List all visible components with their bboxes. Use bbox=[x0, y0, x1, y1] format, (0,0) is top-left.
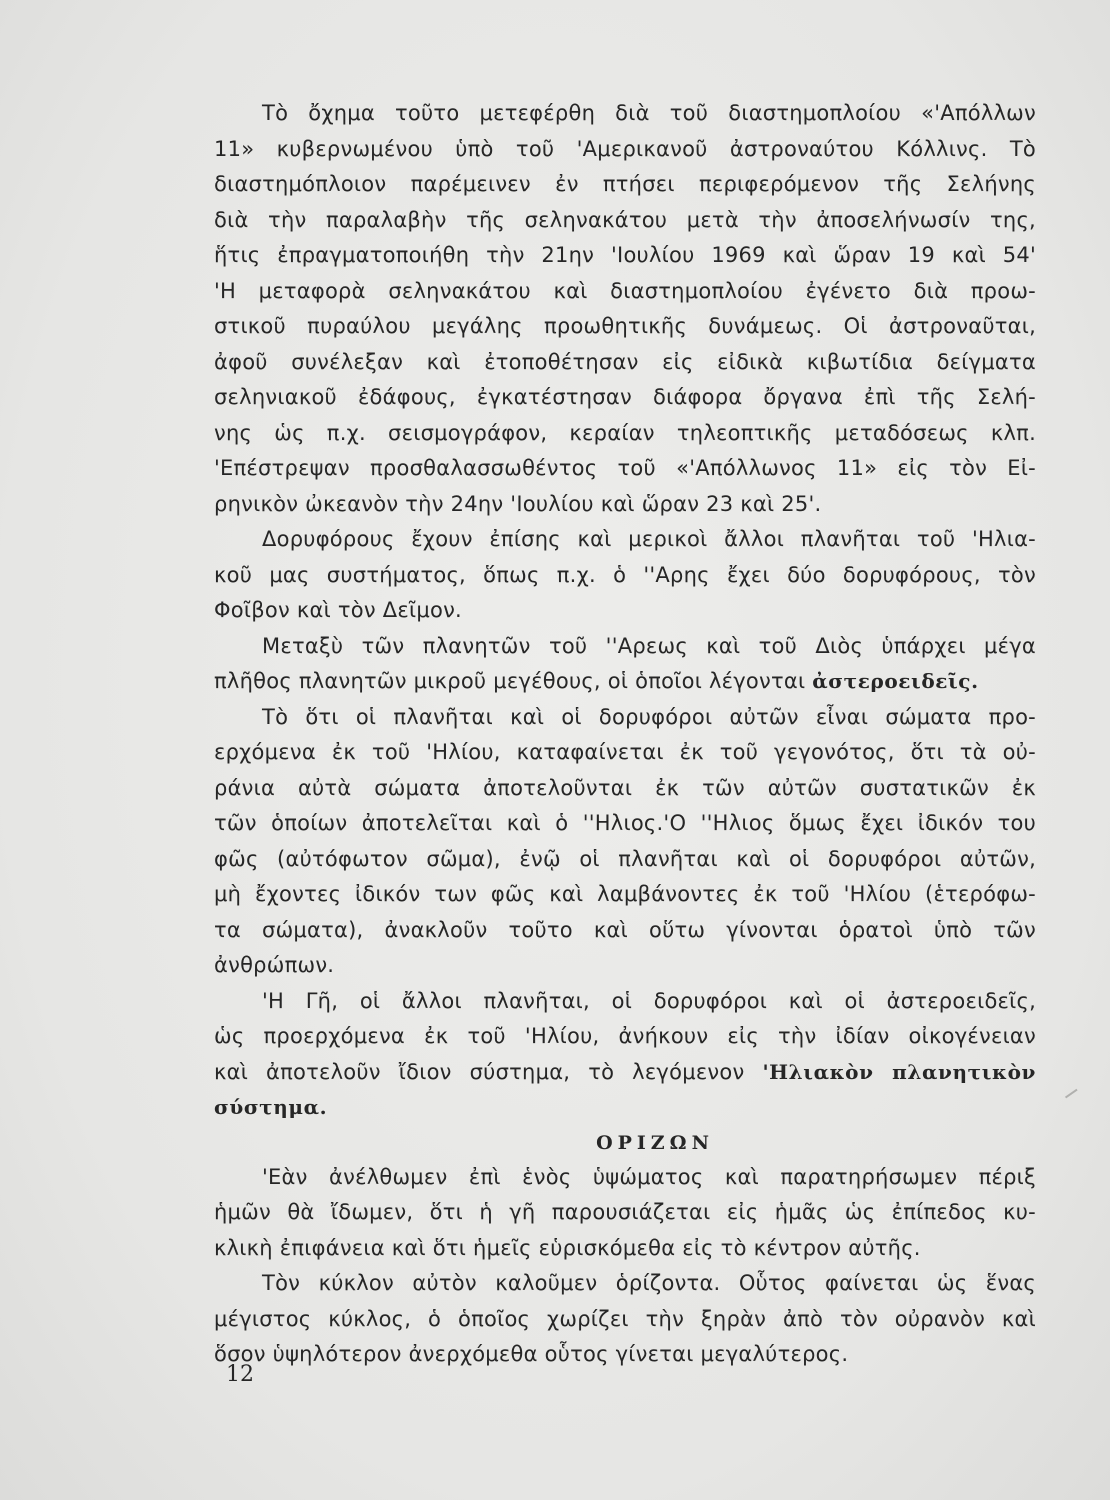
text-line: κλικὴ ἐπιφάνεια καὶ ὅτι ἡμεῖς εὑρισκόμεθα εἰς τὸ κέντρον αὐτῆς. bbox=[214, 1235, 921, 1260]
text-line: τα σώματα), ἀνακλοῦν τοῦτο καὶ οὕτω γίνονται ὁρατοὶ ὑπὸ τῶν bbox=[214, 917, 1036, 942]
text-line: ὅσον ὑψηλότερον ἀνερχόμεθα οὗτος γίνεται μεγαλύτερος. bbox=[214, 1342, 849, 1366]
paragraph bbox=[214, 984, 1036, 1126]
text-line: διὰ τὴν παραλαβὴν τῆς σεληνακάτου μετὰ τὴν ἀποσελήνωσίν της, bbox=[214, 207, 1036, 232]
bold-term: σύστημα. bbox=[214, 1095, 328, 1119]
paper-mark bbox=[1065, 1089, 1081, 1104]
text-line: ἡμῶν θὰ ἴδωμεν, ὅτι ἡ γῆ παρουσιάζεται εἰς ἡμᾶς ὡς ἐπίπεδος κυ- bbox=[214, 1200, 1036, 1224]
text-line: κοῦ μας συστήματος, ὅπως π.χ. ὁ ''Αρης ἔχει δύο δορυφόρους, τὸν bbox=[214, 562, 1036, 587]
text-line bbox=[214, 1090, 1036, 1126]
text-line: 'Η Γῆ, οἱ ἄλλοι πλανῆται, οἱ δορυφόροι καὶ οἱ ἀστεροειδεῖς, bbox=[262, 988, 1036, 1013]
text-line: ερχόμενα ἐκ τοῦ 'Ηλίου, καταφαίνεται ἐκ τοῦ γεγονότος, ὅτι τὰ οὐ- bbox=[214, 740, 1036, 764]
text-line: στικοῦ πυραύλου μεγάλης προωθητικῆς δυνάμεως. Οἱ ἀστροναῦται, bbox=[214, 314, 1036, 338]
text-line: ἥτις ἐπραγματοποιήθη τὴν 21ην 'Ιουλίου 1969 καὶ ὥραν 19 καὶ 54' bbox=[214, 243, 1036, 267]
text-line: 'Η μεταφορὰ σεληνακάτου καὶ διαστημοπλοίου ἐγένετο διὰ προω- bbox=[214, 278, 1036, 303]
text-line: μέγιστος κύκλος, ὁ ὁποῖος χωρίζει τὴν ξηρὰν ἀπὸ τὸν οὐρανὸν καὶ bbox=[214, 1306, 1036, 1331]
paragraph bbox=[214, 522, 1036, 629]
text-line: σεληνιακοῦ ἐδάφους, ἐγκατέστησαν διάφορα ὄργανα ἐπὶ τῆς Σελή- bbox=[214, 385, 1036, 409]
text-line: Τὸ ὅτι οἱ πλανῆται καὶ οἱ δορυφόροι αὐτῶν εἶναι σώματα προ- bbox=[262, 704, 1036, 729]
text-line: ὡς προερχόμενα ἐκ τοῦ 'Ηλίου, ἀνήκουν εἰς τὴν ἰδίαν οἰκογένειαν bbox=[214, 1024, 1036, 1048]
text-line: ἀφοῦ συνέλεξαν καὶ ἐτοποθέτησαν εἰς εἰδικὰ κιβωτίδια δείγματα bbox=[214, 349, 1036, 374]
body-text bbox=[214, 96, 1036, 1373]
text-line: μὴ ἔχοντες ἰδικόν των φῶς καὶ λαμβάνοντες ἐκ τοῦ 'Ηλίου (ἑτερόφω- bbox=[214, 882, 1036, 906]
text-line bbox=[214, 1055, 1036, 1091]
page-number: 12 bbox=[226, 1362, 254, 1387]
text-line: ράνια αὐτὰ σώματα ἀποτελοῦνται ἐκ τῶν αὐτῶν συστατικῶν ἐκ bbox=[214, 775, 1036, 800]
paragraph bbox=[214, 700, 1036, 984]
paragraph bbox=[214, 1266, 1036, 1373]
text-line: Τὸ ὄχημα τοῦτο μετεφέρθη διὰ τοῦ διαστημοπλοίου «'Απόλλων bbox=[262, 101, 1036, 125]
paragraph bbox=[214, 96, 1036, 522]
text-line: τῶν ὁποίων ἀποτελεῖται καὶ ὁ ''Ηλιος.'Ο ''Ηλιος ὅμως ἔχει ἰδικόν του bbox=[214, 811, 1036, 835]
paragraph bbox=[214, 1160, 1036, 1267]
text-line: φῶς (αὐτόφωτον σῶμα), ἐνῷ οἱ πλανῆται καὶ οἱ δορυφόροι αὐτῶν, bbox=[214, 846, 1036, 871]
paragraph bbox=[214, 629, 1036, 700]
bold-term: ἀστεροειδεῖς. bbox=[812, 669, 979, 693]
text-line: ρηνικὸν ὠκεανὸν τὴν 24ην 'Ιουλίου καὶ ὥραν 23 καὶ 25'. bbox=[214, 491, 822, 516]
text-line: νης ὡς π.χ. σεισμογράφον, κεραίαν τηλεοπτικῆς μεταδόσεως κλπ. bbox=[214, 420, 1036, 445]
text-line: Μεταξὺ τῶν πλανητῶν τοῦ ''Αρεως καὶ τοῦ Διὸς ὑπάρχει μέγα bbox=[262, 633, 1036, 658]
text-run: πλῆθος πλανητῶν μικροῦ μεγέθους, οἱ ὁποῖοι λέγονται bbox=[214, 669, 813, 693]
text-line: ἀνθρώπων. bbox=[214, 953, 335, 977]
text-line: Τὸν κύκλον αὐτὸν καλοῦμεν ὁρίζοντα. Οὗτος φαίνεται ὡς ἕνας bbox=[262, 1271, 1036, 1295]
text-line: Φοῖβον καὶ τὸν Δεῖμον. bbox=[214, 598, 462, 622]
text-run: καὶ ἀποτελοῦν ἴδιον σύστημα, τὸ λεγόμενον bbox=[214, 1059, 763, 1084]
text-line: 'Επέστρεψαν προσθαλασσωθέντος τοῦ «'Απόλλωνος 11» εἰς τὸν Εἰ- bbox=[214, 456, 1036, 480]
text-line: 11» κυβερνωμένου ὑπὸ τοῦ 'Αμερικανοῦ ἀστροναύτου Κόλλινς. Τὸ bbox=[214, 136, 1036, 161]
text-line: Δορυφόρους ἔχουν ἐπίσης καὶ μερικοὶ ἄλλοι πλανῆται τοῦ 'Ηλια- bbox=[262, 527, 1036, 551]
text-line bbox=[214, 664, 1036, 700]
bold-term: 'Ηλιακὸν πλανητικὸν bbox=[762, 1059, 1036, 1084]
text-line: διαστημόπλοιον παρέμεινεν ἐν πτήσει περιφερόμενον τῆς Σελήνης bbox=[214, 172, 1036, 196]
section-heading: ΟΡΙΖΩΝ bbox=[596, 1131, 714, 1154]
text-line: 'Εὰν ἀνέλθωμεν ἐπὶ ἑνὸς ὑψώματος καὶ παρατηρήσωμεν πέριξ bbox=[262, 1164, 1036, 1189]
